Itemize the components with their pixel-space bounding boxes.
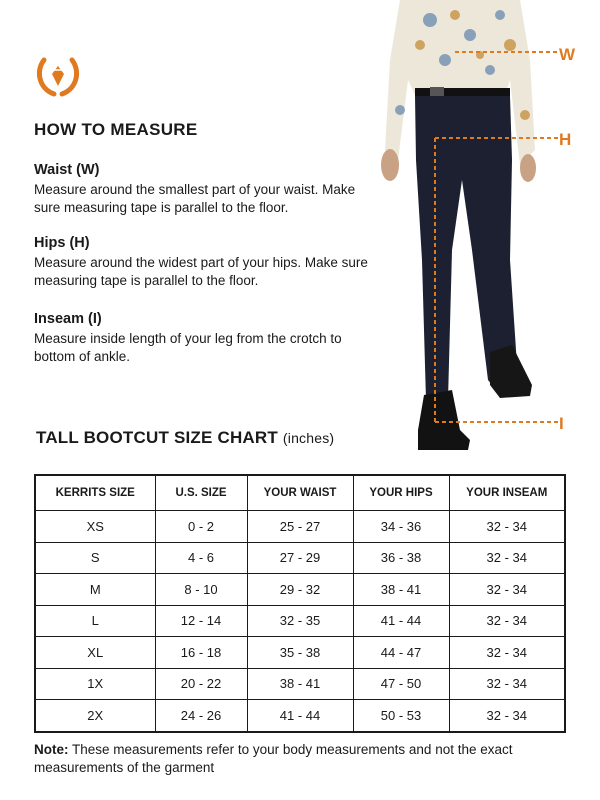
table-row xyxy=(35,637,565,669)
table-cell: 32 - 34 xyxy=(449,511,565,543)
table-cell: M xyxy=(35,574,155,606)
hips-title: Hips (H) xyxy=(34,235,90,251)
table-cell: 0 - 2 xyxy=(155,511,247,543)
table-cell: 2X xyxy=(35,700,155,732)
table-cell: 44 - 47 xyxy=(353,637,449,669)
table-header-row xyxy=(35,475,565,511)
table-cell: 1X xyxy=(35,668,155,700)
table-row xyxy=(35,605,565,637)
size-chart-table xyxy=(34,474,566,733)
table-cell: 50 - 53 xyxy=(353,700,449,732)
column-header: U.S. SIZE xyxy=(155,475,247,511)
table-cell: 38 - 41 xyxy=(247,668,353,700)
table-cell: 24 - 26 xyxy=(155,700,247,732)
waist-marker: W xyxy=(559,45,576,64)
column-header: KERRITS SIZE xyxy=(35,475,155,511)
table-cell: 20 - 22 xyxy=(155,668,247,700)
column-header: YOUR HIPS xyxy=(353,475,449,511)
table-cell: 4 - 6 xyxy=(155,542,247,574)
table-row xyxy=(35,668,565,700)
column-header: YOUR WAIST xyxy=(247,475,353,511)
note-label: Note: xyxy=(34,742,69,757)
table-cell: 32 - 35 xyxy=(247,605,353,637)
table-cell: 16 - 18 xyxy=(155,637,247,669)
size-chart-title xyxy=(36,428,334,448)
note-text: These measurements refer to your body measurements and not the exact measurements of the garment xyxy=(34,742,513,775)
hips-instructions: Measure around the widest part of your hips. Make sure measuring tape is parallel to the floor. xyxy=(34,255,368,288)
table-cell: 35 - 38 xyxy=(247,637,353,669)
table-cell: 8 - 10 xyxy=(155,574,247,606)
inseam-section xyxy=(34,311,374,366)
table-cell: XS xyxy=(35,511,155,543)
table-cell: XL xyxy=(35,637,155,669)
table-cell: S xyxy=(35,542,155,574)
table-row xyxy=(35,511,565,543)
how-to-measure-heading: HOW TO MEASURE xyxy=(34,120,198,139)
inseam-title: Inseam (I) xyxy=(34,311,102,327)
table-cell: 38 - 41 xyxy=(353,574,449,606)
table-cell: 32 - 34 xyxy=(449,574,565,606)
table-cell: 47 - 50 xyxy=(353,668,449,700)
table-cell: 32 - 34 xyxy=(449,668,565,700)
horseshoe-logo-icon xyxy=(34,52,82,100)
table-cell: 12 - 14 xyxy=(155,605,247,637)
column-header: YOUR INSEAM xyxy=(449,475,565,511)
table-cell: 32 - 34 xyxy=(449,637,565,669)
table-cell: 25 - 27 xyxy=(247,511,353,543)
size-chart-unit: (inches) xyxy=(282,430,335,446)
waist-title: Waist (W) xyxy=(34,162,100,178)
table-cell: 32 - 34 xyxy=(449,700,565,732)
table-cell: 32 - 34 xyxy=(449,605,565,637)
measurement-note xyxy=(34,741,574,777)
table-cell: 41 - 44 xyxy=(353,605,449,637)
table-cell: 29 - 32 xyxy=(247,574,353,606)
table-cell: 27 - 29 xyxy=(247,542,353,574)
table-cell: L xyxy=(35,605,155,637)
waist-section xyxy=(34,162,374,217)
table-cell: 36 - 38 xyxy=(353,542,449,574)
inseam-marker: I xyxy=(559,414,564,433)
table-row xyxy=(35,542,565,574)
hips-section xyxy=(34,235,374,290)
table-cell: 34 - 36 xyxy=(353,511,449,543)
size-chart-title-text: TALL BOOTCUT SIZE CHART xyxy=(36,428,278,447)
table-row xyxy=(35,574,565,606)
table-cell: 32 - 34 xyxy=(449,542,565,574)
table-row xyxy=(35,700,565,732)
hips-marker: H xyxy=(559,130,572,149)
inseam-instructions: Measure inside length of your leg from the crotch to bottom of ankle. xyxy=(34,331,342,364)
table-cell: 41 - 44 xyxy=(247,700,353,732)
waist-instructions: Measure around the smallest part of your waist. Make sure measuring tape is parallel to the floor. xyxy=(34,182,356,215)
model-illustration xyxy=(360,0,560,460)
